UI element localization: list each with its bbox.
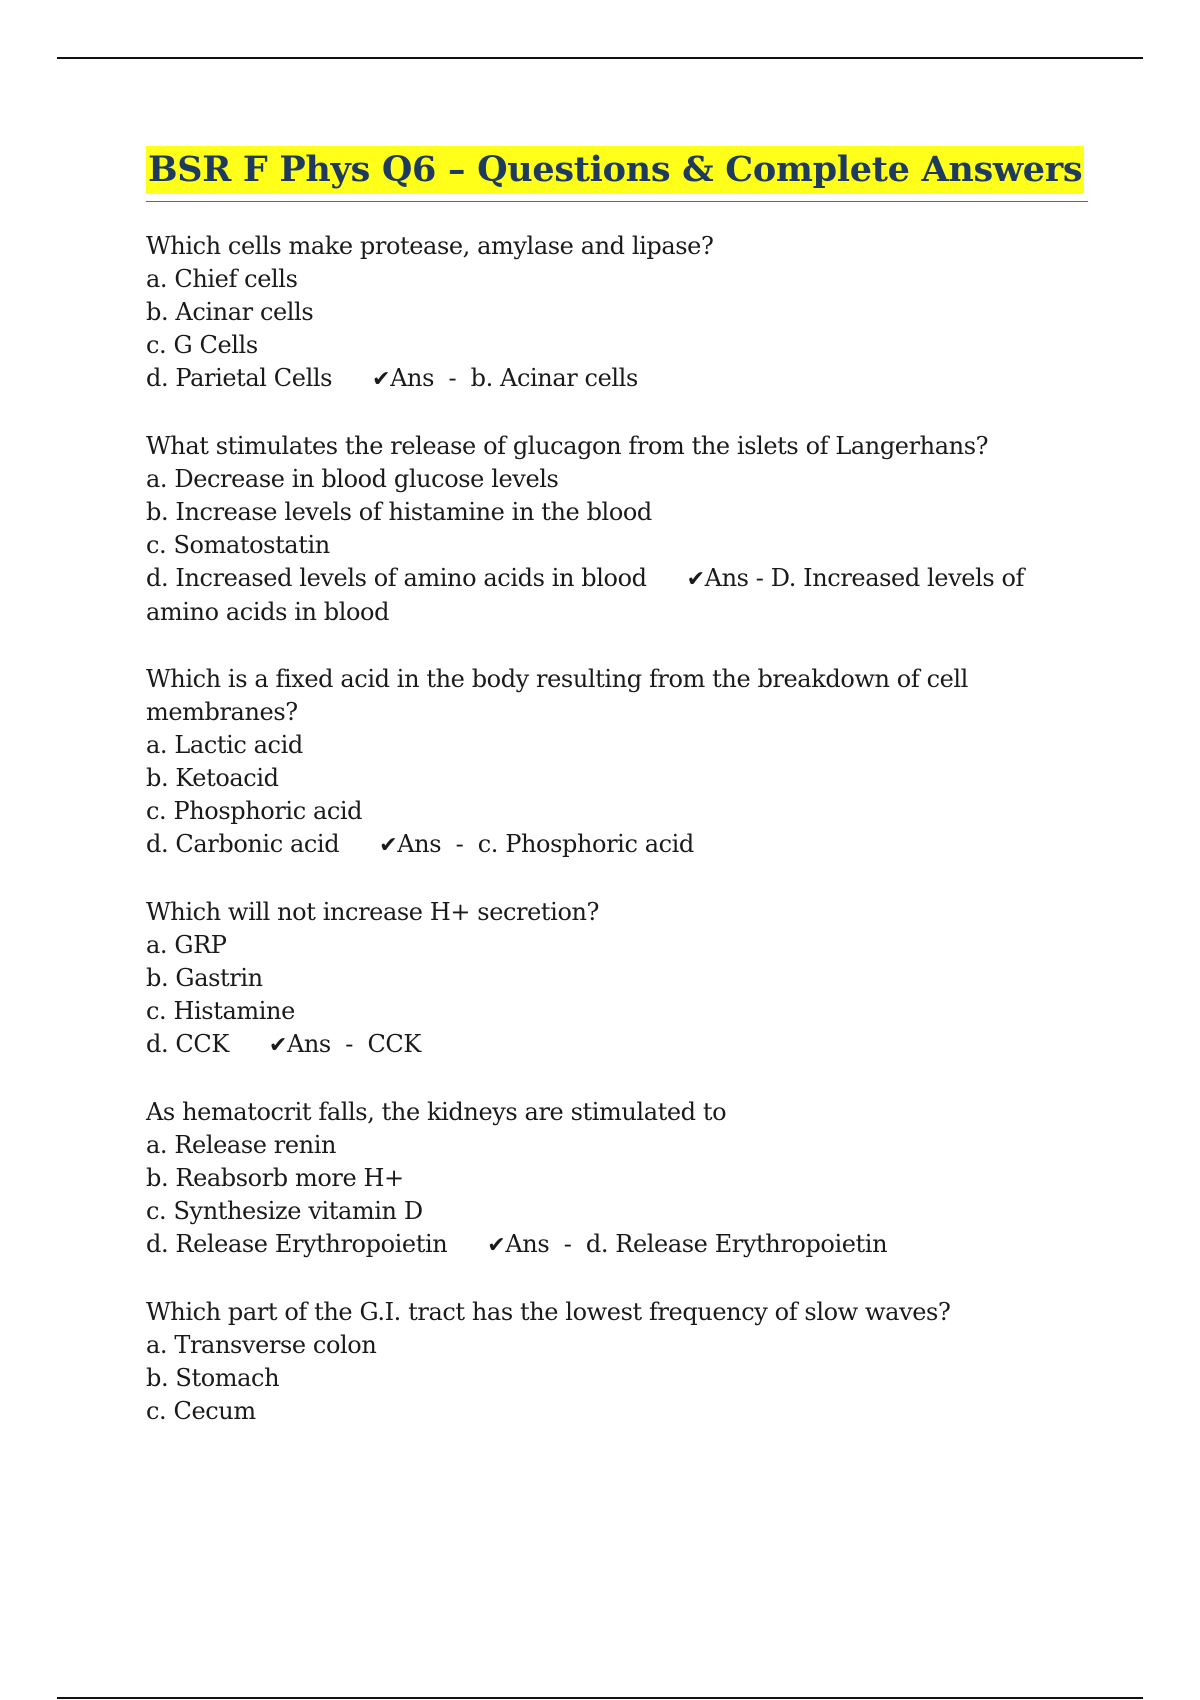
option-b: b. Ketoacid (146, 764, 279, 792)
question-block (146, 1296, 1086, 1428)
option-c: c. Somatostatin (146, 531, 330, 559)
checkmark-icon: ✔ (372, 367, 391, 392)
checkmark-icon: ✔ (487, 1233, 506, 1258)
answer (379, 830, 694, 858)
option-d-with-answer (146, 562, 1046, 629)
checkmark-icon: ✔ (379, 833, 398, 858)
option-d: d. CCK (146, 1030, 229, 1058)
question-block (146, 230, 1086, 396)
answer-text: Ans - c. Phosphoric acid (397, 830, 694, 858)
answer (487, 1230, 887, 1258)
option-a: a. Lactic acid (146, 731, 303, 759)
question-block (146, 663, 1086, 862)
option-d-with-answer (146, 828, 1086, 862)
answer-text: Ans - d. Release Erythropoietin (505, 1230, 888, 1258)
question-text: Which is a fixed acid in the body resulting from the breakdown of cell membranes? (146, 665, 968, 726)
option-b: b. Increase levels of histamine in the blood (146, 498, 652, 526)
option-a: a. Release renin (146, 1131, 337, 1159)
option-b: b. Stomach (146, 1364, 280, 1392)
option-b: b. Reabsorb more H+ (146, 1164, 404, 1192)
option-b: b. Gastrin (146, 964, 263, 992)
question-text: Which will not increase H+ secretion? (146, 898, 600, 926)
answer-text: Ans - D. Increased levels of amino acids in blood (146, 564, 1025, 626)
option-d-with-answer (146, 1028, 1086, 1062)
answer (372, 364, 638, 392)
option-a: a. Transverse colon (146, 1331, 377, 1359)
question-block (146, 896, 1086, 1062)
option-a: a. Chief cells (146, 265, 298, 293)
checkmark-icon: ✔ (686, 567, 705, 592)
option-d: d. Parietal Cells (146, 364, 333, 392)
question-block (146, 430, 1086, 629)
question-text: What stimulates the release of glucagon from the islets of Langerhans? (146, 432, 989, 460)
question-list (146, 230, 1086, 1462)
option-c: c. Cecum (146, 1397, 256, 1425)
option-c: c. Histamine (146, 997, 295, 1025)
option-c: c. G Cells (146, 331, 258, 359)
option-a: a. GRP (146, 931, 227, 959)
checkmark-icon: ✔ (268, 1033, 287, 1058)
top-rule (57, 57, 1143, 59)
page-title: BSR F Phys Q6 – Questions & Complete Answers (146, 146, 1084, 194)
option-d: d. Release Erythropoietin (146, 1230, 448, 1258)
option-d: d. Increased levels of amino acids in blood (146, 564, 647, 592)
answer (269, 1030, 421, 1058)
title-block (146, 146, 1088, 202)
answer-text: Ans - b. Acinar cells (390, 364, 638, 392)
answer-text: Ans - CCK (286, 1030, 421, 1058)
question-text: Which part of the G.I. tract has the lowest frequency of slow waves? (146, 1298, 951, 1326)
bottom-rule (57, 1697, 1143, 1699)
option-a: a. Decrease in blood glucose levels (146, 465, 559, 493)
question-text: As hematocrit falls, the kidneys are stimulated to (146, 1098, 727, 1126)
question-block (146, 1096, 1086, 1262)
option-c: c. Phosphoric acid (146, 797, 363, 825)
option-d: d. Carbonic acid (146, 830, 340, 858)
option-b: b. Acinar cells (146, 298, 314, 326)
option-c: c. Synthesize vitamin D (146, 1197, 423, 1225)
question-text: Which cells make protease, amylase and lipase? (146, 232, 714, 260)
option-d-with-answer (146, 362, 1086, 396)
option-d-with-answer (146, 1228, 1086, 1262)
